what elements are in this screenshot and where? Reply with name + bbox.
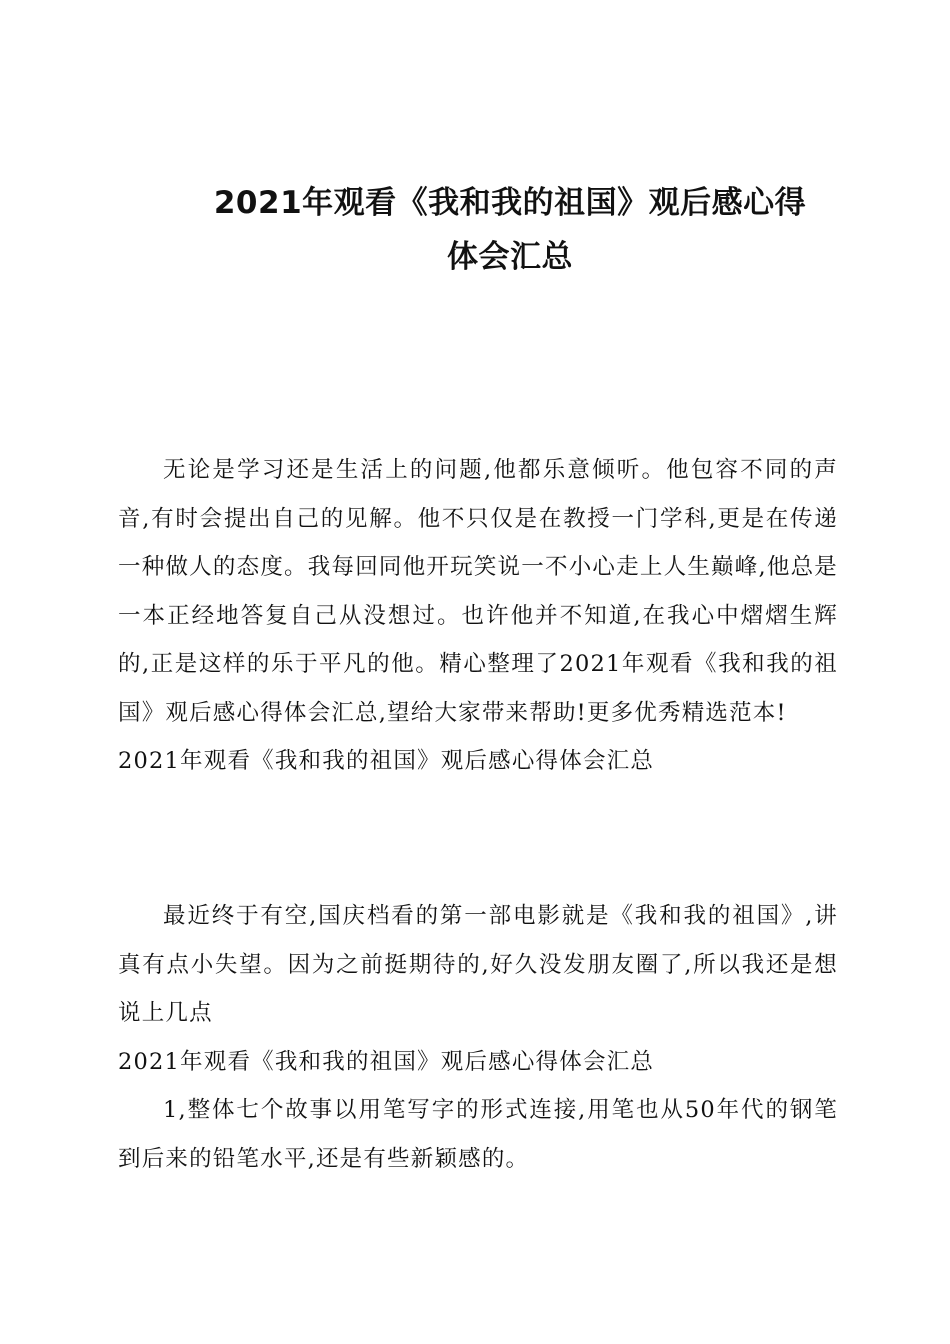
body-block-2 (118, 892, 838, 1183)
intro-paragraph: 无论是学习还是生活上的问题,他都乐意倾听。他包容不同的声音,有时会提出自己的见解。他不只仅是在教授一门学科,更是在传递一种做人的态度。我每回同他开玩笑说一不小心走上人生巅峰,他总是一本正经地答复自己从没想过。也许他并不知道,在我心中熠熠生辉的,正是这样的乐于平凡的他。精心整理了2021年观看《我和我的祖国》观后感心得体会汇总,望给大家带来帮助!更多优秀精选范本! (118, 457, 838, 726)
section-heading-1: 2021年观看《我和我的祖国》观后感心得体会汇总 (118, 748, 655, 774)
title-line-1: 2021年观看《我和我的祖国》观后感心得 (213, 185, 807, 221)
paragraph-3: 1,整体七个故事以用笔写字的形式连接,用笔也从50年代的钢笔到后来的铅笔水平,还是有些新颖感的。 (118, 1097, 838, 1172)
section-heading-2: 2021年观看《我和我的祖国》观后感心得体会汇总 (118, 1048, 655, 1075)
paragraph-2: 最近终于有空,国庆档看的第一部电影就是《我和我的祖国》,讲真有点小失望。因为之前挺期待的,好久没发朋友圈了,所以我还是想说上几点 (118, 903, 838, 1026)
body-block-1 (118, 446, 838, 786)
title-line-2: 体会汇总 (447, 239, 573, 275)
document-title (160, 176, 860, 284)
